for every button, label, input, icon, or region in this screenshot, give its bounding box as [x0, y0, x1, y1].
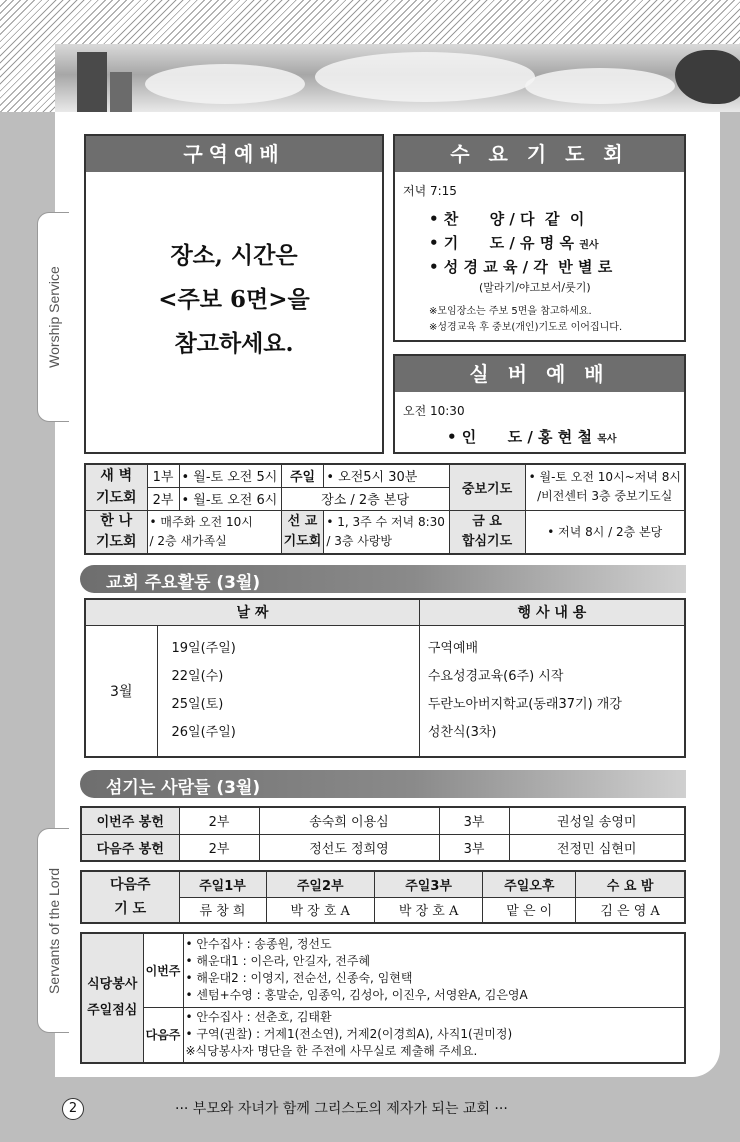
- side-tab-servants-label: Servants of the Lord: [45, 867, 62, 994]
- servants-section-title: 섬기는 사람들 (3월): [106, 778, 261, 798]
- banner-image: [55, 44, 740, 112]
- wednesday-box: [393, 134, 686, 342]
- meal-item: • 안수집사 : 송종원, 정선도: [185, 937, 332, 952]
- activities-section-title: 교회 주요활동 (3월): [106, 573, 261, 593]
- sunday-time: • 오전5시 30분: [324, 464, 449, 487]
- prayer-name: 박 장 호 A: [266, 897, 374, 923]
- activity-date: 25일(토): [171, 696, 224, 712]
- side-tab-worship: [37, 212, 69, 422]
- part1-label: 1부: [147, 464, 179, 487]
- cell-worship-box: [84, 134, 384, 454]
- prayer-header: 주일1부: [179, 871, 266, 897]
- wednesday-note: ※성경교육 후 중보(개인)기도로 이어집니다.: [429, 322, 623, 333]
- meal-item: • 센텀+수영 : 홍말순, 임종익, 김성아, 이진우, 서영완A, 김은영A: [185, 988, 528, 1003]
- meal-item: • 해운대1 : 이은라, 안길자, 전주혜: [185, 954, 371, 969]
- cell-worship-line: <주보 6면>을: [158, 286, 310, 313]
- friday-label: 금 요 합심기도: [449, 510, 525, 554]
- offering-label: 다음주 봉헌: [81, 834, 179, 861]
- offering-names: 권성일 송영미: [509, 807, 685, 834]
- tower-shape: [77, 52, 107, 112]
- meal-label: 식당봉사 주일점심: [81, 933, 143, 1063]
- offering-names: 전정민 심현미: [509, 834, 685, 861]
- prayer-header: 주일2부: [266, 871, 374, 897]
- footer-slogan: ··· 부모와 자녀가 함께 그리스도의 제자가 되는 교회 ···: [175, 1101, 508, 1117]
- meal-item: • 구역(권찰) : 거제1(전소연), 거제2(이경희A), 사직1(권미정): [185, 1027, 513, 1042]
- wednesday-item: • 성 경 교 육 / 각 반 별 로: [429, 258, 613, 276]
- prayer-header: 주일3부: [374, 871, 482, 897]
- next-week-label: 다음주: [143, 1007, 183, 1063]
- dawn-label: 새 벽 기도회: [85, 464, 147, 510]
- next-week-list: [183, 1007, 685, 1063]
- meal-service-table: [80, 932, 686, 1064]
- activity-event: 구역예배: [427, 640, 479, 656]
- mission-label: 선 교 기도회: [281, 510, 324, 554]
- offering-part: 2부: [179, 807, 259, 834]
- prayer-label: 다음주 기 도: [81, 871, 179, 923]
- activity-date: 26일(주일): [171, 724, 236, 740]
- building-shape: [110, 72, 132, 112]
- intercession-detail: • 월-토 오전 10시~저녁 8시 /비전센터 3층 중보기도실: [525, 464, 685, 510]
- servants-section-bar: [80, 770, 686, 798]
- silver-time: 오전 10:30: [403, 404, 465, 418]
- wednesday-item: • 기 도 / 유 명 옥 권사: [429, 234, 599, 252]
- part1-time: • 월-토 오전 5시: [179, 464, 281, 487]
- this-week-label: 이번주: [143, 933, 183, 1007]
- prayer-name: 박 장 호 A: [374, 897, 482, 923]
- cell-worship-title: 구역예배: [86, 136, 382, 172]
- wednesday-sub: (말라기/야고보서/룻기): [479, 281, 591, 294]
- friday-detail: • 저녁 8시 / 2층 본당: [525, 510, 685, 554]
- activity-event: 두란노아버지학교(동래37기) 개강: [427, 696, 622, 712]
- part2-label: 2부: [147, 487, 179, 510]
- activity-date: 22일(수): [171, 668, 224, 684]
- meal-item: ※식당봉사자 명단을 한 주전에 사무실로 제출해 주세요.: [185, 1044, 478, 1059]
- offering-table: [80, 806, 686, 862]
- meal-item: • 안수집사 : 선춘호, 김태환: [185, 1010, 332, 1025]
- this-week-list: [183, 933, 685, 1007]
- silver-box: [393, 354, 686, 454]
- heart-shape: [675, 50, 740, 104]
- page-number: 2: [62, 1098, 84, 1120]
- intercession-label: 중보기도: [449, 464, 525, 510]
- activities-event-header: 행 사 내 용: [419, 599, 685, 625]
- side-tab-servants: [37, 828, 69, 1033]
- silver-item: • 인 도 / 홍 현 철 목사: [447, 428, 617, 446]
- offering-names: 정선도 정희영: [259, 834, 439, 861]
- mission-detail: • 1, 3주 수 저녁 8:30 / 3층 사랑방: [324, 510, 449, 554]
- activities-table: [84, 598, 686, 758]
- activity-date: 19일(주일): [171, 640, 236, 656]
- hana-label: 한 나 기도회: [85, 510, 147, 554]
- prayer-table: [80, 870, 686, 924]
- wednesday-item: • 찬 양 / 다 같 이: [429, 210, 585, 228]
- hana-detail: • 매주화 오전 10시 / 2층 새가족실: [147, 510, 281, 554]
- prayer-name: 류 창 희: [179, 897, 266, 923]
- silver-title: 실 버 예 배: [395, 356, 684, 392]
- prayer-name: 맡 은 이: [483, 897, 576, 923]
- activity-event: 성찬식(3차): [427, 724, 497, 740]
- cell-worship-body: [86, 234, 382, 366]
- offering-names: 송숙희 이용심: [259, 807, 439, 834]
- part2-time: • 월-토 오전 6시: [179, 487, 281, 510]
- activities-date-header: 날 짜: [85, 599, 419, 625]
- sunday-label: 주일: [281, 464, 324, 487]
- wednesday-time: 저녁 7:15: [403, 184, 457, 198]
- prayer-header: 주일오후: [483, 871, 576, 897]
- cell-worship-line: 참고하세요.: [174, 330, 294, 357]
- prayer-schedule-table: [84, 463, 686, 555]
- prayer-header: 수 요 밤: [576, 871, 685, 897]
- prayer-name: 김 은 영 A: [576, 897, 685, 923]
- offering-label: 이번주 봉헌: [81, 807, 179, 834]
- offering-part: 2부: [179, 834, 259, 861]
- wednesday-title: 수 요 기 도 회: [395, 136, 684, 172]
- sunday-place: 장소 / 2층 본당: [281, 487, 449, 510]
- activities-dates: [157, 625, 419, 757]
- offering-part: 3부: [439, 807, 509, 834]
- activities-events: [419, 625, 685, 757]
- offering-part: 3부: [439, 834, 509, 861]
- wednesday-note: ※모임장소는 주보 5면을 참고하세요.: [429, 306, 592, 317]
- cell-worship-line: 장소, 시간은: [170, 242, 298, 269]
- activities-section-bar: [80, 565, 686, 593]
- side-tab-worship-label: Worship Service: [45, 266, 62, 368]
- activity-event: 수요성경교육(6주) 시작: [427, 668, 564, 684]
- meal-item: • 해운대2 : 이영지, 전순선, 신종숙, 임현택: [185, 971, 413, 986]
- activities-month: 3월: [85, 625, 157, 757]
